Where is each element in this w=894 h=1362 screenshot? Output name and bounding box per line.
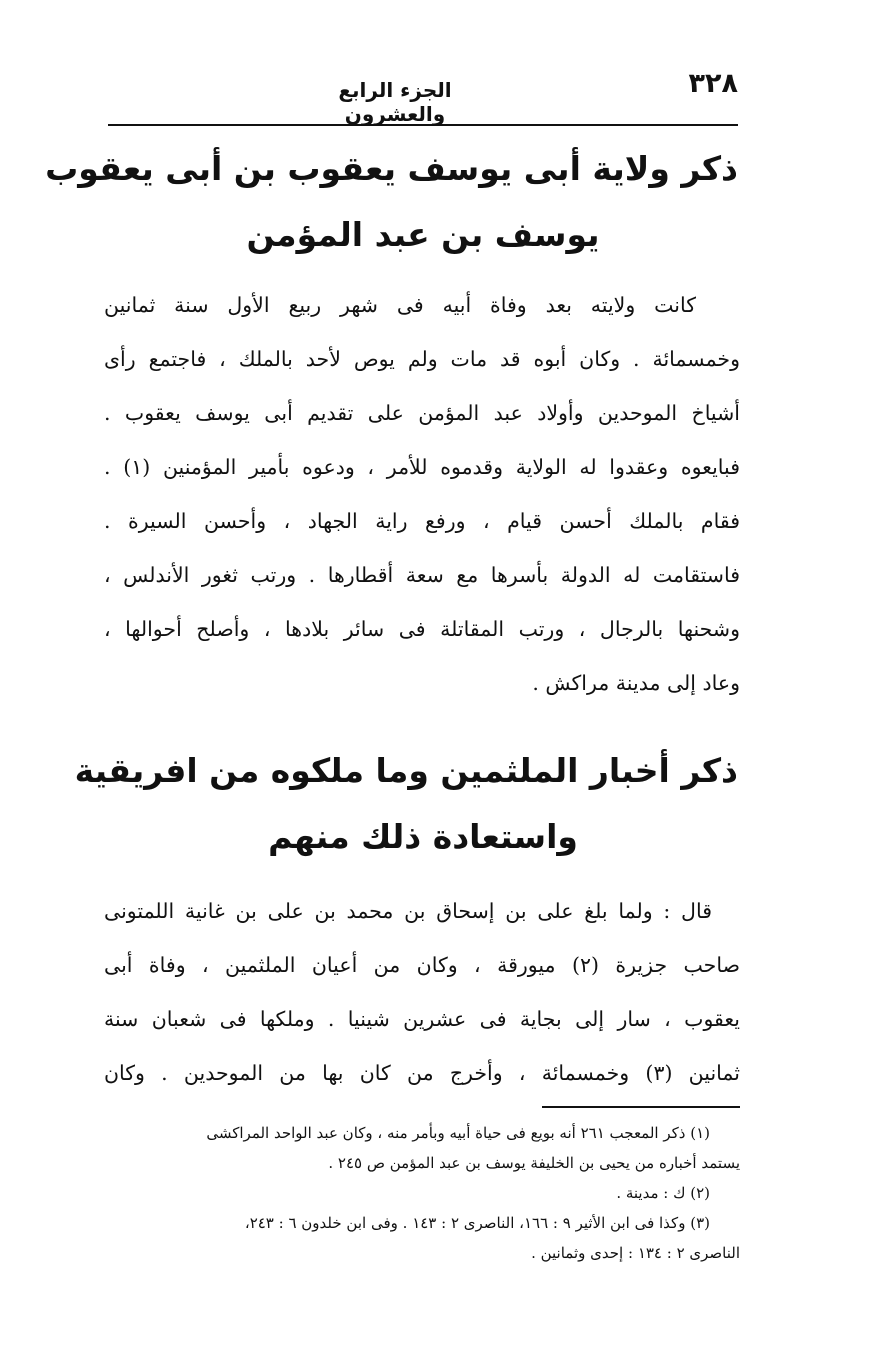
text-line: وخمسمائة . وكان أبوه قد مات ولم يوص لأحد بالملك ، فاجتمع رأى <box>104 347 740 371</box>
text-line: وعاد إلى مدينة مراكش . <box>532 671 740 695</box>
text-line: قال : ولما بلغ على بن إسحاق بن محمد بن على بن غانية اللمتونى <box>104 899 712 923</box>
header-divider <box>108 124 738 126</box>
page-header <box>108 66 738 126</box>
text-line: ثمانين (٣) وخمسمائة ، وأخرج من كان بها من الموحدين . وكان <box>104 1061 740 1085</box>
page-number: ٣٢٨ <box>688 68 738 99</box>
footnote-line: (٢) ك : مدينة . <box>616 1184 710 1202</box>
footnote-line: (٣) وكذا فى ابن الأثير ٩ : ١٦٦، الناصرى ٢ : ١٤٣ . وفى ابن خلدون ٦ : ٢٤٣، <box>244 1214 710 1232</box>
text-line: أشياخ الموحدين وأولاد عبد المؤمن على تقديم أبى يوسف يعقوب . <box>104 401 740 425</box>
footnote-line: يستمد أخباره من يحيى بن الخليفة يوسف بن عبد المؤمن ص ٢٤٥ . <box>328 1154 740 1172</box>
footnote-divider <box>542 1106 740 1108</box>
heading-line: ذكر أخبار الملثمين وما ملكوه من افريقية <box>74 751 738 790</box>
heading-line: يوسف بن عبد المؤمن <box>246 215 600 254</box>
text-line: كانت ولايته بعد وفاة أبيه فى شهر ربيع الأول سنة ثمانين <box>104 293 696 317</box>
text-line: صاحب جزيرة (٢) ميورقة ، وكان من أعيان الملثمين ، وفاة أبى <box>104 953 740 977</box>
footnote-line: (١) ذكر المعجب ٢٦١ أنه بويع فى حياة أبيه وبأمر منه ، وكان عبد الواحد المراكشى <box>206 1124 710 1142</box>
footnotes <box>104 1118 740 1268</box>
section-1-body <box>104 278 740 710</box>
section-heading-2 <box>74 738 738 870</box>
text-line: فاستقامت له الدولة بأسرها مع سعة أقطارها . ورتب ثغور الأندلس ، <box>104 563 740 587</box>
section-2-body <box>104 884 740 1100</box>
text-line: فبايعوه وعقدوا له الولاية وقدموه للأمر ، ودعوه بأمير المؤمنين (١) . <box>104 455 741 479</box>
text-line: فقام بالملك أحسن قيام ، ورفع راية الجهاد ، وأحسن السيرة . <box>104 509 740 533</box>
heading-line: ذكر ولاية أبى يوسف يعقوب بن أبى يعقوب <box>45 149 738 188</box>
footnote-line: الناصرى ٢ : ١٣٤ : إحدى وثمانين . <box>531 1244 740 1262</box>
section-heading-1 <box>45 136 738 268</box>
running-head: الجزء الرابع والعشرون <box>338 78 452 126</box>
text-line: وشحنها بالرجال ، ورتب المقاتلة فى سائر بلادها ، وأصلح أحوالها ، <box>104 617 740 641</box>
heading-line: واستعادة ذلك منهم <box>268 817 578 856</box>
text-line: يعقوب ، سار إلى بجاية فى عشرين شينيا . وملكها فى شعبان سنة <box>104 1007 740 1031</box>
